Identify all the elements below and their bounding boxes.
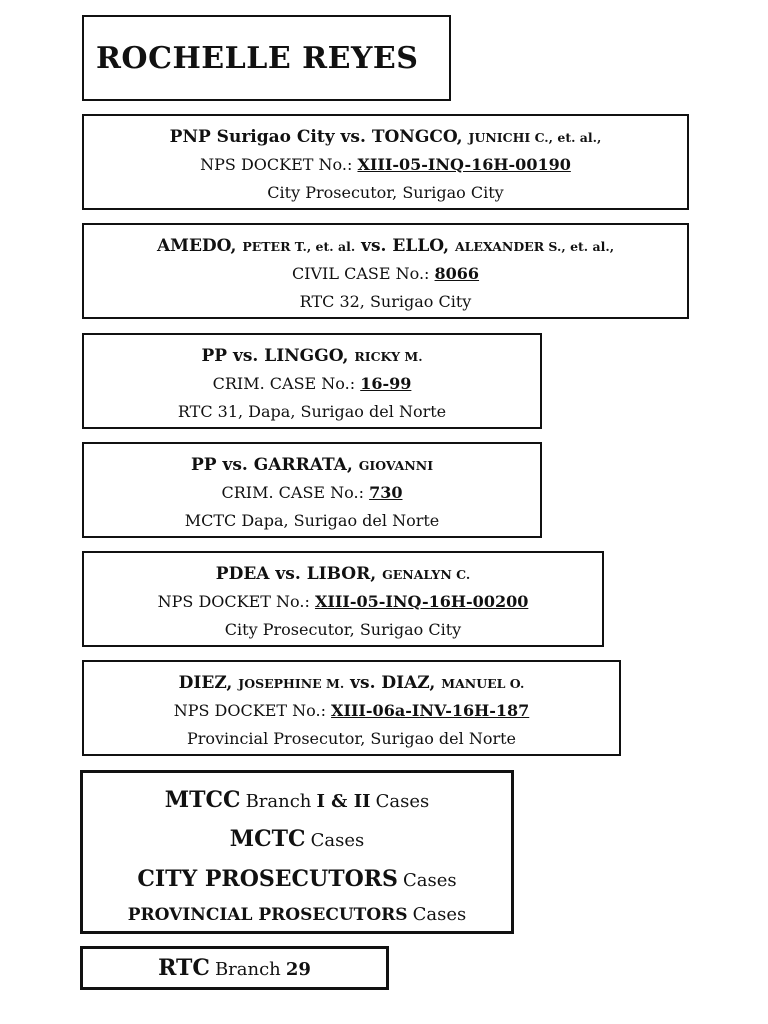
case-number-line — [84, 588, 602, 616]
cases-word: Cases — [403, 870, 457, 891]
party1-name: AMEDO, — [156, 236, 237, 256]
case-number: 8066 — [434, 264, 480, 283]
case-number-line — [84, 370, 540, 398]
cases-word: Cases — [375, 791, 430, 812]
party2-name: LINGGO, — [264, 346, 349, 366]
branch-word: Branch — [245, 791, 312, 812]
party2-detail: GIOVANNI — [358, 458, 434, 473]
party2-detail: GENALYN C. — [382, 567, 471, 582]
case-box — [82, 442, 542, 538]
provincial-prosecutors-label: PROVINCIAL PROSECUTORS — [127, 905, 408, 925]
case-box — [82, 660, 621, 756]
party2-name: TONGCO, — [371, 127, 463, 147]
case-number-label: CIVIL CASE No.: — [291, 264, 430, 283]
case-parties — [84, 232, 687, 260]
party2-name: DIAZ, — [381, 673, 436, 693]
case-number-line — [84, 479, 540, 507]
case-parties — [84, 560, 602, 588]
case-box — [82, 333, 542, 429]
city-prosecutors-line — [83, 859, 511, 899]
party1-name: PNP Surigao City — [169, 127, 335, 147]
party1-name: PP — [190, 455, 217, 475]
name-header-box — [82, 15, 451, 101]
vs-label: vs. — [340, 127, 366, 147]
case-number-line — [84, 151, 687, 179]
branch-word: Branch — [214, 959, 281, 980]
case-number-line — [84, 697, 619, 725]
case-parties — [84, 451, 540, 479]
party2-detail: JUNICHI C., et. al., — [468, 130, 602, 145]
party1-name: DIEZ, — [178, 673, 233, 693]
party1-name: PDEA — [215, 564, 270, 584]
case-number-label: CRIM. CASE No.: — [212, 374, 356, 393]
vs-label: vs. — [350, 673, 376, 693]
mtcc-line — [83, 781, 511, 819]
case-number: XIII-06a-INV-16H-187 — [331, 701, 530, 720]
party2-name: ELLO, — [392, 236, 450, 256]
case-box — [82, 551, 604, 647]
case-court: RTC 32, Surigao City — [299, 292, 472, 311]
case-number: XIII-05-INQ-16H-00190 — [357, 155, 571, 174]
case-court: Provincial Prosecutor, Surigao del Norte — [186, 729, 517, 748]
party2-name: LIBOR, — [306, 564, 377, 584]
branch-numbers: I & II — [316, 791, 371, 812]
party2-detail: RICKY M. — [354, 349, 423, 364]
case-number: 730 — [369, 483, 403, 502]
case-parties — [84, 669, 619, 697]
rtc-branch-box — [80, 946, 389, 990]
branch-number: 29 — [285, 959, 311, 980]
mctc-line — [83, 819, 511, 859]
vs-label: vs. — [275, 564, 301, 584]
case-number-label: CRIM. CASE No.: — [221, 483, 364, 502]
case-court: City Prosecutor, Surigao City — [224, 620, 462, 639]
case-court: City Prosecutor, Surigao City — [267, 183, 504, 202]
vs-label: vs. — [222, 455, 248, 475]
party1-detail: PETER T., et. al. — [242, 239, 356, 254]
mctc-label: MCTC — [229, 826, 306, 852]
case-number-label: NPS DOCKET No.: — [173, 701, 326, 720]
case-box — [82, 114, 689, 210]
vs-label: vs. — [361, 236, 387, 256]
cases-word: Cases — [310, 830, 365, 851]
page-title: ROCHELLE REYES — [96, 41, 419, 76]
rtc-label: RTC — [158, 955, 210, 981]
case-number-line — [84, 260, 687, 288]
case-category-summary — [80, 770, 514, 934]
case-court: MCTC Dapa, Surigao del Norte — [184, 511, 440, 530]
mtcc-label: MTCC — [164, 787, 241, 813]
vs-label: vs. — [232, 346, 259, 366]
party2-name: GARRATA, — [253, 455, 353, 475]
case-number: 16-99 — [360, 374, 412, 393]
party1-name: PP — [201, 346, 228, 366]
case-number-label: NPS DOCKET No.: — [200, 155, 353, 174]
case-court: RTC 31, Dapa, Surigao del Norte — [177, 402, 447, 421]
case-parties — [84, 342, 540, 370]
cases-word: Cases — [412, 904, 467, 925]
party2-detail: MANUEL O. — [441, 676, 525, 691]
party1-detail: JOSEPHINE M. — [238, 676, 345, 691]
case-parties — [84, 123, 687, 151]
case-box — [82, 223, 689, 319]
case-number: XIII-05-INQ-16H-00200 — [314, 592, 529, 611]
city-prosecutors-label: CITY PROSECUTORS — [137, 866, 398, 892]
provincial-prosecutors-line — [83, 899, 511, 931]
party2-detail: ALEXANDER S., et. al., — [454, 239, 615, 254]
case-number-label: NPS DOCKET No.: — [157, 592, 310, 611]
